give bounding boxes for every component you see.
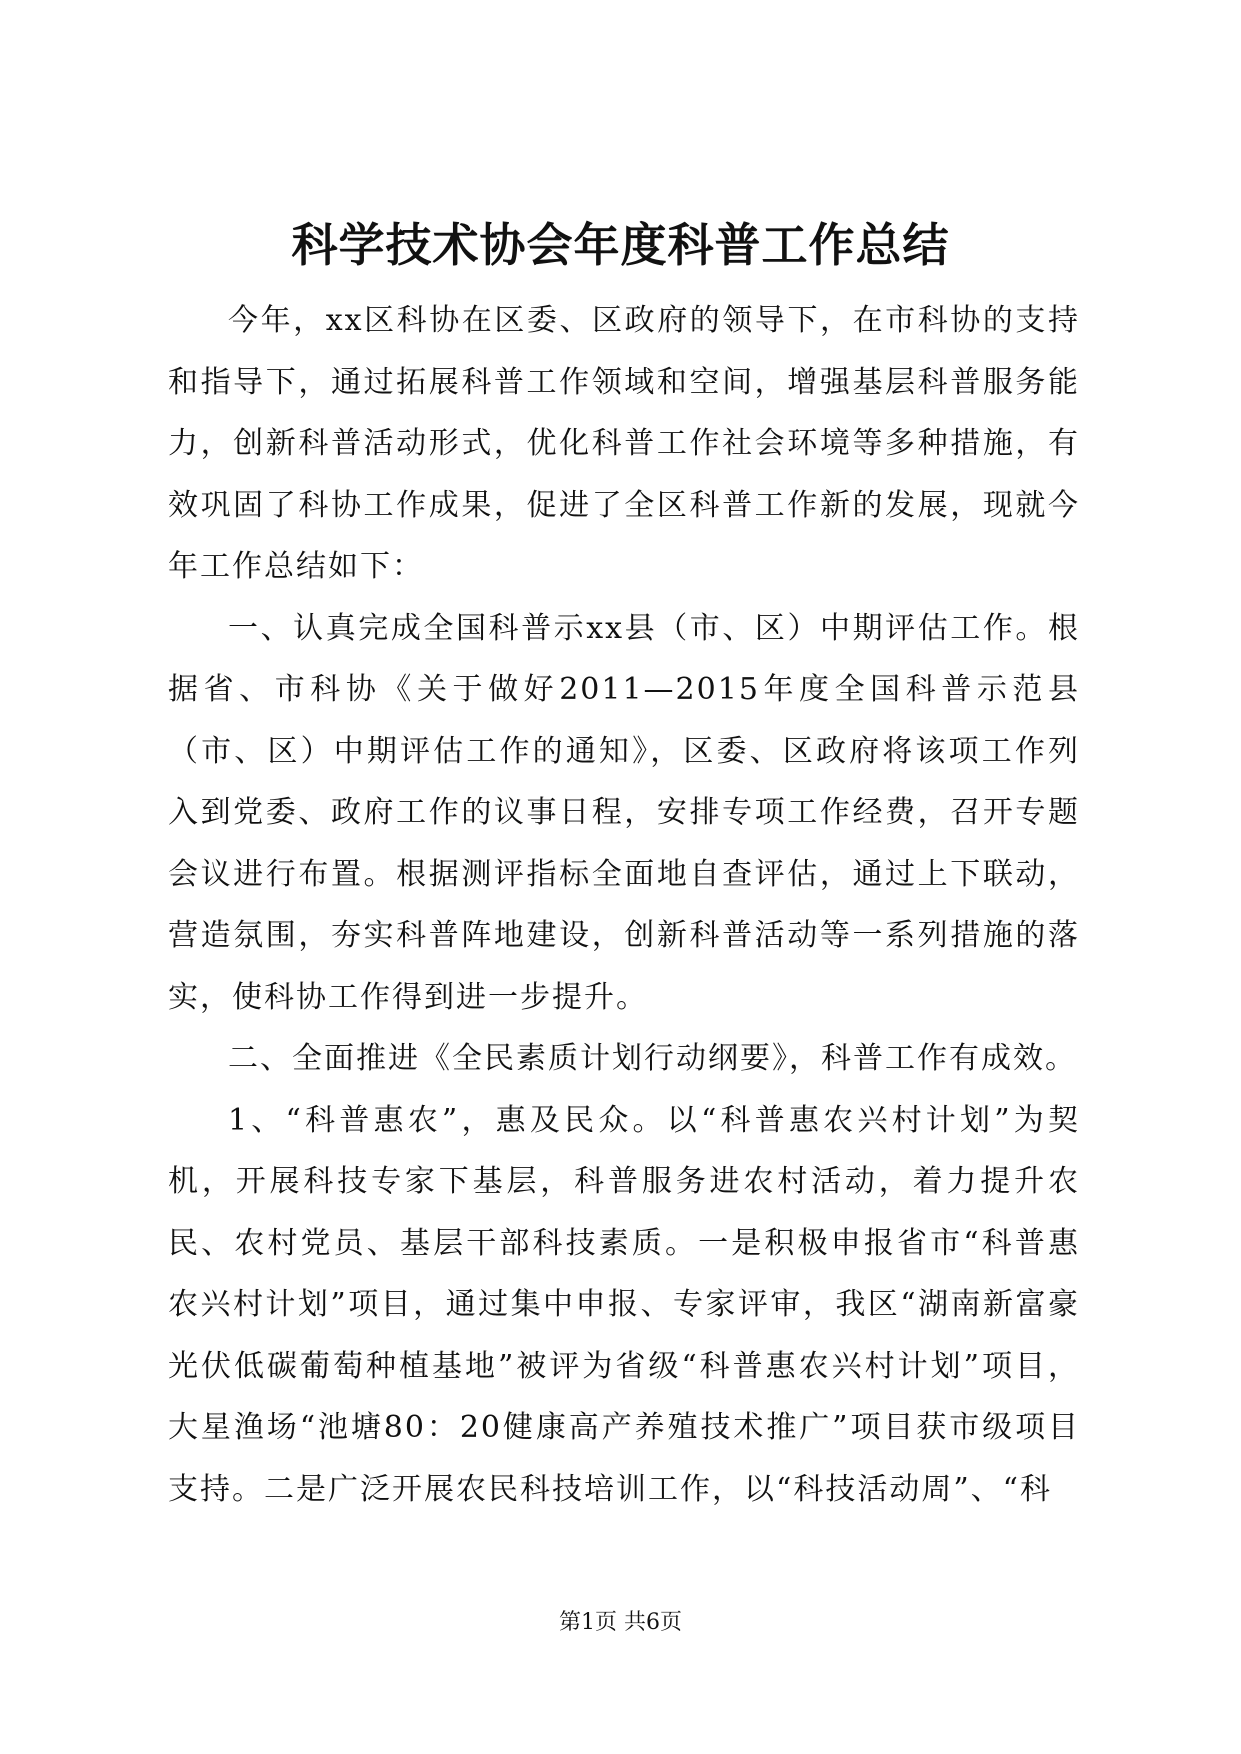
paragraph-item-1: 1、“科普惠农”，惠及民众。以“科普惠农兴村计划”为契机，开展科技专家下基层，科普服务进农村活动，着力提升农民、农村党员、基层干部科技素质。一是积极申报省市“科普惠农兴村计划”项目，通过集中申报、专家评审，我区“湖南新富豪光伏低碳葡萄种植基地”被评为省级“科普惠农兴村计划”项目，大星渔场“池塘80：20健康高产养殖技术推广”项目获市级项目支持。二是广泛开展农民科技培训工作，以“科技活动周”、“科 xyxy=(168,1102,1080,1507)
document-title: 科学技术协会年度科普工作总结 xyxy=(291,218,950,272)
paragraph-section-1: 一、认真完成全国科普示xx县（市、区）中期评估工作。根据省、市科协《关于做好2011—2015年度全国科普示范县（市、区）中期评估工作的通知》，区委、区政府将该项工作列入到党委、政府工作的议事日程，安排专项工作经费，召开专题会议进行布置。根据测评指标全面地自查评估，通过上下联动，营造氛围，夯实科普阵地建设，创新科普活动等一系列措施的落实，使科协工作得到进一步提升。 xyxy=(168,610,1080,1015)
document-body xyxy=(168,290,1080,1520)
paragraph-section-2: 二、全面推进《全民素质计划行动纲要》，科普工作有成效。 xyxy=(228,1041,1077,1076)
paragraph-intro: 今年，xx区科协在区委、区政府的领导下，在市科协的支持和指导下，通过拓展科普工作领域和空间，增强基层科普服务能力，创新科普活动形式，优化科普工作社会环境等多种措施，有效巩固了科协工作成果，促进了全区科普工作新的发展，现就今年工作总结如下： xyxy=(168,303,1080,584)
page-footer: 第1页 共6页 xyxy=(559,1610,682,1635)
